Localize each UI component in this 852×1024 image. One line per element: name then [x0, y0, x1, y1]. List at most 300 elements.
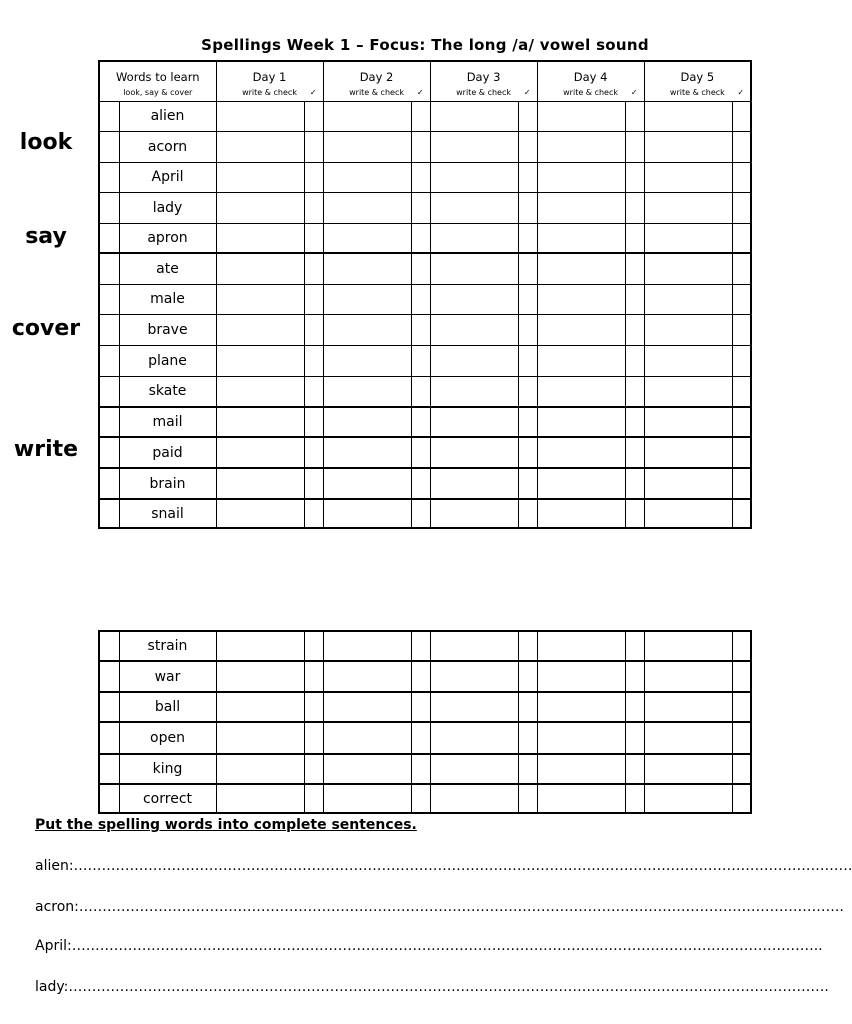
check-cell[interactable] — [411, 314, 430, 345]
write-cell[interactable] — [644, 223, 732, 253]
check-cell[interactable] — [625, 631, 644, 661]
check-cell[interactable] — [732, 131, 751, 162]
check-cell[interactable] — [625, 692, 644, 722]
check-cell[interactable] — [518, 223, 537, 253]
write-cell[interactable] — [323, 661, 411, 692]
spelling-word: ball — [119, 692, 216, 722]
check-cell[interactable] — [304, 253, 323, 284]
write-cell[interactable] — [216, 253, 304, 284]
check-cell[interactable] — [518, 499, 537, 528]
write-cell[interactable] — [537, 131, 625, 162]
row-margin-cell — [99, 499, 119, 528]
write-cell[interactable] — [216, 631, 304, 661]
check-cell[interactable] — [304, 223, 323, 253]
write-cell[interactable] — [537, 407, 625, 437]
write-cell[interactable] — [216, 437, 304, 468]
write-cell[interactable] — [644, 754, 732, 784]
check-cell[interactable] — [411, 437, 430, 468]
write-cell[interactable] — [644, 345, 732, 376]
write-cell[interactable] — [430, 661, 518, 692]
write-cell[interactable] — [216, 131, 304, 162]
write-cell[interactable] — [323, 499, 411, 528]
write-cell[interactable] — [644, 314, 732, 345]
check-cell[interactable] — [518, 692, 537, 722]
write-cell[interactable] — [644, 407, 732, 437]
check-cell[interactable] — [304, 692, 323, 722]
check-cell[interactable] — [304, 314, 323, 345]
spelling-word: paid — [119, 437, 216, 468]
write-cell[interactable] — [323, 253, 411, 284]
write-cell[interactable] — [537, 499, 625, 528]
check-cell[interactable] — [411, 223, 430, 253]
check-cell[interactable] — [732, 437, 751, 468]
check-cell[interactable] — [518, 131, 537, 162]
spelling-word: skate — [119, 376, 216, 407]
write-cell[interactable] — [430, 101, 518, 131]
write-cell[interactable] — [537, 192, 625, 223]
check-cell[interactable] — [411, 468, 430, 499]
check-cell[interactable] — [518, 345, 537, 376]
row-margin-cell — [99, 692, 119, 722]
day-header-label: Day 5 — [680, 69, 715, 84]
row-margin-cell — [99, 437, 119, 468]
day-header-label: Day 4 — [573, 69, 608, 84]
write-cell[interactable] — [537, 784, 625, 813]
write-cell[interactable] — [323, 468, 411, 499]
check-cell[interactable] — [304, 468, 323, 499]
write-cell[interactable] — [323, 631, 411, 661]
spelling-word: snail — [119, 499, 216, 528]
write-check-label: write & check — [242, 87, 297, 97]
check-cell[interactable] — [304, 345, 323, 376]
write-cell[interactable] — [644, 376, 732, 407]
check-cell[interactable] — [411, 407, 430, 437]
write-cell[interactable] — [430, 223, 518, 253]
spelling-word: brain — [119, 468, 216, 499]
check-cell[interactable] — [625, 661, 644, 692]
write-cell[interactable] — [323, 784, 411, 813]
check-cell[interactable] — [625, 754, 644, 784]
check-cell[interactable] — [304, 284, 323, 314]
row-margin-cell — [99, 345, 119, 376]
write-cell[interactable] — [323, 192, 411, 223]
spelling-word: open — [119, 722, 216, 754]
table-row — [99, 101, 751, 131]
write-cell[interactable] — [323, 376, 411, 407]
check-cell[interactable] — [625, 499, 644, 528]
check-cell[interactable] — [304, 407, 323, 437]
check-cell[interactable] — [411, 376, 430, 407]
table-row — [99, 784, 751, 813]
check-cell[interactable] — [411, 192, 430, 223]
table-row — [99, 345, 751, 376]
write-cell[interactable] — [430, 722, 518, 754]
check-cell[interactable] — [732, 101, 751, 131]
table-row — [99, 754, 751, 784]
write-cell[interactable] — [537, 345, 625, 376]
write-cell[interactable] — [644, 253, 732, 284]
check-cell[interactable] — [304, 376, 323, 407]
day-header-sublabel — [538, 88, 644, 97]
spelling-word: male — [119, 284, 216, 314]
spelling-word: April — [119, 162, 216, 192]
check-cell[interactable] — [304, 499, 323, 528]
write-cell[interactable] — [216, 784, 304, 813]
check-cell[interactable] — [625, 407, 644, 437]
write-cell[interactable] — [644, 162, 732, 192]
check-cell[interactable] — [518, 101, 537, 131]
spelling-word: apron — [119, 223, 216, 253]
write-cell[interactable] — [537, 661, 625, 692]
table-row — [99, 162, 751, 192]
check-cell[interactable] — [732, 468, 751, 499]
row-margin-cell — [99, 162, 119, 192]
check-cell[interactable] — [411, 101, 430, 131]
write-cell[interactable] — [430, 407, 518, 437]
check-cell[interactable] — [304, 722, 323, 754]
write-cell[interactable] — [430, 754, 518, 784]
day-header-cell — [537, 61, 644, 101]
write-cell[interactable] — [216, 407, 304, 437]
write-cell[interactable] — [323, 692, 411, 722]
check-cell[interactable] — [411, 253, 430, 284]
write-cell[interactable] — [323, 407, 411, 437]
check-cell[interactable] — [411, 284, 430, 314]
check-cell[interactable] — [732, 661, 751, 692]
check-cell[interactable] — [732, 192, 751, 223]
spelling-word: brave — [119, 314, 216, 345]
spelling-word: mail — [119, 407, 216, 437]
write-cell[interactable] — [323, 722, 411, 754]
sentences-title: Put the spelling words into complete sentences. — [35, 817, 417, 833]
write-cell[interactable] — [644, 661, 732, 692]
write-check-label: write & check — [563, 87, 618, 97]
write-cell[interactable] — [537, 754, 625, 784]
sentence-line-april[interactable]: April:…………………………………………………………………………………………………………………………………………….. — [35, 938, 823, 954]
write-cell[interactable] — [323, 345, 411, 376]
table-row — [99, 468, 751, 499]
write-cell[interactable] — [644, 468, 732, 499]
day-header-label: Day 1 — [252, 69, 287, 84]
write-cell[interactable] — [216, 345, 304, 376]
check-cell[interactable] — [518, 661, 537, 692]
write-cell[interactable] — [537, 692, 625, 722]
write-cell[interactable] — [216, 692, 304, 722]
check-cell[interactable] — [732, 253, 751, 284]
page-title: Spellings Week 1 – Focus: The long /a/ vowel sound — [201, 36, 649, 54]
write-cell[interactable] — [644, 722, 732, 754]
check-cell[interactable] — [304, 437, 323, 468]
write-cell[interactable] — [216, 223, 304, 253]
write-cell[interactable] — [323, 437, 411, 468]
write-check-label: write & check — [456, 87, 511, 97]
spelling-word: correct — [119, 784, 216, 813]
check-cell[interactable] — [304, 784, 323, 813]
spelling-word: plane — [119, 345, 216, 376]
day-header-label: Day 3 — [466, 69, 501, 84]
check-mark-icon: ✓ — [309, 87, 317, 97]
day-header-sublabel — [431, 88, 537, 97]
spelling-table-2 — [98, 630, 752, 814]
table-row — [99, 631, 751, 661]
row-margin-cell — [99, 192, 119, 223]
write-cell[interactable] — [537, 631, 625, 661]
words-header-cell — [99, 61, 216, 101]
write-cell[interactable] — [644, 784, 732, 813]
check-cell[interactable] — [518, 754, 537, 784]
write-cell[interactable] — [430, 376, 518, 407]
write-cell[interactable] — [323, 284, 411, 314]
side-word-cover: cover — [11, 316, 81, 341]
check-cell[interactable] — [732, 692, 751, 722]
row-margin-cell — [99, 754, 119, 784]
check-cell[interactable] — [518, 631, 537, 661]
check-cell[interactable] — [518, 784, 537, 813]
side-word-look: look — [19, 130, 73, 155]
write-cell[interactable] — [537, 253, 625, 284]
row-margin-cell — [99, 101, 119, 131]
write-cell[interactable] — [537, 314, 625, 345]
spelling-word: war — [119, 661, 216, 692]
check-cell[interactable] — [304, 631, 323, 661]
write-cell[interactable] — [216, 284, 304, 314]
row-margin-cell — [99, 284, 119, 314]
day-header-cell — [430, 61, 537, 101]
write-cell[interactable] — [430, 784, 518, 813]
table-header-row — [99, 61, 751, 101]
row-margin-cell — [99, 223, 119, 253]
check-cell[interactable] — [518, 468, 537, 499]
write-cell[interactable] — [537, 162, 625, 192]
write-cell[interactable] — [216, 499, 304, 528]
write-check-label: write & check — [349, 87, 404, 97]
table-row — [99, 131, 751, 162]
check-cell[interactable] — [411, 631, 430, 661]
write-cell[interactable] — [537, 437, 625, 468]
table-row — [99, 407, 751, 437]
check-cell[interactable] — [732, 407, 751, 437]
spelling-word: ate — [119, 253, 216, 284]
row-margin-cell — [99, 722, 119, 754]
write-cell[interactable] — [430, 253, 518, 284]
check-cell[interactable] — [732, 162, 751, 192]
write-cell[interactable] — [430, 192, 518, 223]
table-row — [99, 722, 751, 754]
row-margin-cell — [99, 407, 119, 437]
table-row — [99, 499, 751, 528]
write-cell[interactable] — [644, 284, 732, 314]
row-margin-cell — [99, 468, 119, 499]
check-cell[interactable] — [411, 661, 430, 692]
sentence-line-alien[interactable]: alien:……………………………………………………………………………………………..…………………………………………………… — [35, 858, 852, 874]
check-cell[interactable] — [518, 162, 537, 192]
write-cell[interactable] — [430, 499, 518, 528]
day-header-sublabel — [217, 88, 323, 97]
write-cell[interactable] — [644, 437, 732, 468]
spelling-word: alien — [119, 101, 216, 131]
check-cell[interactable] — [625, 223, 644, 253]
write-cell[interactable] — [216, 661, 304, 692]
check-cell[interactable] — [625, 162, 644, 192]
day-header-cell — [644, 61, 751, 101]
check-cell[interactable] — [518, 284, 537, 314]
check-cell[interactable] — [518, 376, 537, 407]
side-word-write: write — [13, 437, 79, 462]
write-cell[interactable] — [430, 692, 518, 722]
check-cell[interactable] — [518, 192, 537, 223]
check-cell[interactable] — [518, 253, 537, 284]
row-margin-cell — [99, 784, 119, 813]
write-cell[interactable] — [323, 754, 411, 784]
words-header-label: Words to learn — [115, 69, 200, 84]
day-header-cell — [216, 61, 323, 101]
check-cell[interactable] — [411, 784, 430, 813]
check-cell[interactable] — [625, 101, 644, 131]
check-cell[interactable] — [625, 722, 644, 754]
row-margin-cell — [99, 661, 119, 692]
check-cell[interactable] — [625, 345, 644, 376]
write-cell[interactable] — [216, 754, 304, 784]
table-row — [99, 284, 751, 314]
write-cell[interactable] — [537, 722, 625, 754]
check-cell[interactable] — [304, 192, 323, 223]
write-cell[interactable] — [430, 631, 518, 661]
check-cell[interactable] — [625, 314, 644, 345]
row-margin-cell — [99, 314, 119, 345]
write-cell[interactable] — [537, 101, 625, 131]
table-row — [99, 314, 751, 345]
table-row — [99, 661, 751, 692]
check-mark-icon: ✓ — [523, 87, 531, 97]
check-cell[interactable] — [518, 722, 537, 754]
write-cell[interactable] — [323, 101, 411, 131]
check-cell[interactable] — [625, 192, 644, 223]
check-cell[interactable] — [625, 284, 644, 314]
write-cell[interactable] — [216, 376, 304, 407]
table-row — [99, 192, 751, 223]
write-cell[interactable] — [644, 631, 732, 661]
check-cell[interactable] — [732, 345, 751, 376]
write-check-label: write & check — [669, 87, 725, 97]
write-cell[interactable] — [537, 376, 625, 407]
write-cell[interactable] — [537, 284, 625, 314]
sentence-line-acron[interactable]: acron:……………………………………………………………………………………………………………………………………………….. — [35, 899, 844, 915]
check-cell[interactable] — [411, 131, 430, 162]
check-cell[interactable] — [732, 314, 751, 345]
sentence-line-lady[interactable]: lady:………………………………………………………………………………………………………………………………………………. — [35, 979, 829, 995]
check-cell[interactable] — [732, 223, 751, 253]
table-row — [99, 223, 751, 253]
check-cell[interactable] — [304, 754, 323, 784]
table-row — [99, 692, 751, 722]
check-cell[interactable] — [625, 784, 644, 813]
write-cell[interactable] — [430, 345, 518, 376]
check-cell[interactable] — [732, 784, 751, 813]
write-cell[interactable] — [537, 223, 625, 253]
write-cell[interactable] — [430, 162, 518, 192]
write-cell[interactable] — [323, 314, 411, 345]
write-cell[interactable] — [644, 131, 732, 162]
write-cell[interactable] — [216, 468, 304, 499]
day-header-sublabel — [324, 88, 430, 97]
check-cell[interactable] — [625, 253, 644, 284]
spelling-word: strain — [119, 631, 216, 661]
check-mark-icon: ✓ — [737, 87, 745, 97]
spelling-word: king — [119, 754, 216, 784]
check-cell[interactable] — [518, 437, 537, 468]
write-cell[interactable] — [644, 101, 732, 131]
check-cell[interactable] — [518, 314, 537, 345]
write-cell[interactable] — [216, 192, 304, 223]
check-cell[interactable] — [304, 162, 323, 192]
check-cell[interactable] — [625, 437, 644, 468]
check-cell[interactable] — [732, 284, 751, 314]
check-cell[interactable] — [625, 468, 644, 499]
check-cell[interactable] — [625, 376, 644, 407]
check-cell[interactable] — [411, 692, 430, 722]
words-header-sublabel: look, say & cover — [123, 87, 193, 97]
check-cell[interactable] — [411, 162, 430, 192]
write-cell[interactable] — [430, 284, 518, 314]
check-cell[interactable] — [304, 101, 323, 131]
write-cell[interactable] — [430, 437, 518, 468]
side-word-say: say — [25, 224, 67, 249]
check-cell[interactable] — [732, 631, 751, 661]
write-cell[interactable] — [644, 192, 732, 223]
spelling-word: lady — [119, 192, 216, 223]
check-cell[interactable] — [732, 376, 751, 407]
write-cell[interactable] — [216, 314, 304, 345]
day-header-label: Day 2 — [359, 69, 394, 84]
row-margin-cell — [99, 253, 119, 284]
write-cell[interactable] — [537, 468, 625, 499]
table-row — [99, 376, 751, 407]
write-cell[interactable] — [216, 162, 304, 192]
check-cell[interactable] — [518, 407, 537, 437]
check-cell[interactable] — [732, 754, 751, 784]
check-cell[interactable] — [411, 345, 430, 376]
row-margin-cell — [99, 131, 119, 162]
check-cell[interactable] — [411, 722, 430, 754]
check-cell[interactable] — [625, 131, 644, 162]
check-mark-icon: ✓ — [416, 87, 424, 97]
write-cell[interactable] — [644, 499, 732, 528]
write-cell[interactable] — [216, 722, 304, 754]
write-cell[interactable] — [430, 314, 518, 345]
write-cell[interactable] — [323, 131, 411, 162]
check-cell[interactable] — [304, 131, 323, 162]
write-cell[interactable] — [323, 223, 411, 253]
check-cell[interactable] — [411, 499, 430, 528]
row-margin-cell — [99, 631, 119, 661]
check-cell[interactable] — [732, 499, 751, 528]
table-row — [99, 437, 751, 468]
spelling-word: acorn — [119, 131, 216, 162]
day-header-cell — [323, 61, 430, 101]
write-cell[interactable] — [644, 692, 732, 722]
row-margin-cell — [99, 376, 119, 407]
check-cell[interactable] — [732, 722, 751, 754]
write-cell[interactable] — [216, 101, 304, 131]
write-cell[interactable] — [430, 468, 518, 499]
write-cell[interactable] — [323, 162, 411, 192]
check-cell[interactable] — [304, 661, 323, 692]
spelling-table-1 — [98, 60, 752, 529]
day-header-sublabel — [645, 88, 751, 97]
check-cell[interactable] — [411, 754, 430, 784]
write-cell[interactable] — [430, 131, 518, 162]
check-mark-icon: ✓ — [630, 87, 638, 97]
